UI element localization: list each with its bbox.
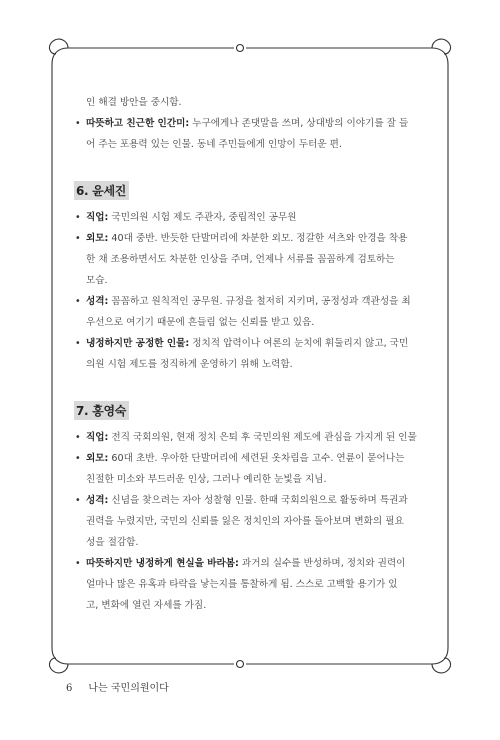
section-7: [74, 401, 426, 423]
list-item: [74, 427, 426, 448]
bullet-label: 따뜻하지만 냉정하게 현실을 바라봄:: [86, 558, 239, 569]
list-item: [74, 333, 426, 375]
continued-line: 인 해결 방안을 중시함.: [86, 97, 182, 108]
bullet-text: 정치적 압력이나 여론의 눈치에 휘둘리지 않고, 국민: [189, 338, 409, 349]
bullet-label: 외모:: [86, 233, 109, 244]
bullet-text: 신념을 찾으려는 자아 성찰형 인물. 한때 국회의원으로 활동하며 특권과: [108, 495, 408, 506]
section-6: [74, 181, 426, 203]
bullet-label: 성격:: [86, 296, 109, 307]
book-title: 나는 국민의원이다: [88, 683, 169, 694]
section-title: 6. 윤세진: [74, 181, 129, 200]
bullet-text-cont: 우선으로 여기기 때문에 흔들림 없는 신뢰를 받고 있음.: [86, 317, 315, 328]
list-item: [74, 291, 426, 333]
bullet-text-cont: 한 채 조용하면서도 차분한 인상을 주며, 언제나 서류를 꼼꼼하게 검토하는: [86, 254, 395, 265]
bullet-text: 꼼꼼하고 원칙적인 공무원. 규정을 철저히 지키며, 공정성과 객관성을 최: [108, 296, 411, 307]
bullet-text-cont: 성을 절감함.: [86, 537, 139, 548]
list-item: [74, 113, 426, 155]
bullet-text: 국민의원 시험 제도 주관자, 중립적인 공무원: [108, 212, 297, 223]
bullet-label: 외모:: [86, 453, 109, 464]
bullet-label: 직업:: [86, 212, 109, 223]
list-item: [74, 448, 426, 490]
bullet-text: 과거의 실수를 반성하며, 정치와 권력이: [238, 558, 406, 569]
bullet-text-cont: 친절한 미소와 부드러운 인상, 그러나 예리한 눈빛을 지님.: [86, 474, 327, 485]
page-number: 6: [66, 683, 73, 694]
page-footer: [66, 679, 169, 694]
bullet-text-cont: 권력을 누렸지만, 국민의 신뢰를 잃은 정치인의 자아를 돌아보며 변화의 필요: [86, 516, 404, 527]
list-item: [74, 228, 426, 291]
bullet-text-cont: 모습.: [86, 275, 108, 286]
bullet-text: 누구에게나 존댓말을 쓰며, 상대방의 이야기를 잘 들: [189, 118, 409, 129]
bullet-label: 직업:: [86, 432, 109, 443]
list-item: [74, 490, 426, 553]
list-item: [74, 553, 426, 616]
bullet-text-cont: 의원 시험 제도를 정직하게 운영하기 위해 노력함.: [86, 359, 293, 370]
bullet-text-cont: 고, 변화에 열린 자세를 가짐.: [86, 600, 207, 611]
body-text: [74, 92, 426, 616]
bullet-text: 60대 초반. 우아한 단발머리에 세련된 옷차림을 고수. 연륜이 묻어나는: [108, 453, 405, 464]
bullet-label: 냉정하지만 공정한 인물:: [86, 338, 190, 349]
bullet-label: 성격:: [86, 495, 109, 506]
bullet-label: 따뜻하고 친근한 인간미:: [86, 118, 190, 129]
list-item: [74, 207, 426, 228]
bullet-text: 전직 국회의원, 현재 정치 은퇴 후 국민의원 제도에 관심을 가지게 된 인물: [108, 432, 417, 443]
section-title: 7. 홍영숙: [74, 401, 129, 420]
bullet-text-cont: 얼마나 많은 유혹과 타락을 낳는지를 통찰하게 됨. 스스로 고백할 용기가 있: [86, 579, 398, 590]
bullet-text: 40대 중반. 반듯한 단발머리에 차분한 외모. 정갈한 셔츠와 안경을 착용: [108, 233, 408, 244]
bullet-text-cont: 어 주는 포용력 있는 인물. 동네 주민들에게 인망이 두터운 편.: [86, 139, 342, 150]
